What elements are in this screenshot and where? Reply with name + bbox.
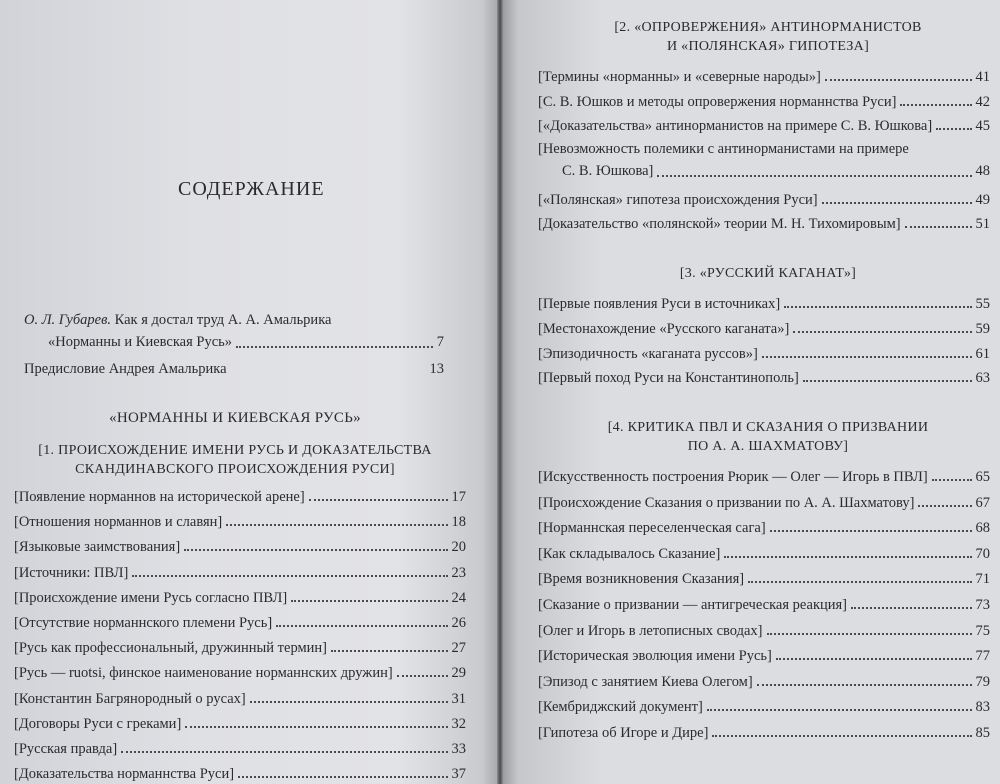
toc-entry: [538, 541, 990, 563]
section-4-heading-line2: ПО А. А. ШАХМАТОВУ]: [687, 439, 849, 454]
entry-title: [Кембриджский документ]: [538, 699, 703, 716]
leader-dots: [900, 104, 971, 106]
contents-title: СОДЕРЖАНИЕ: [178, 178, 325, 200]
toc-entry: [14, 560, 466, 582]
page-number: 65: [975, 469, 990, 485]
section-4-heading-line1: [4. КРИТИКА ПВЛ И СКАЗАНИЯ О ПРИЗВАНИИ: [607, 420, 929, 435]
entry-title: [Искусственность построения Рюрик — Олег — Игорь в ПВЛ]: [538, 469, 928, 485]
page-number: 59: [975, 320, 990, 337]
page-number: 20: [451, 539, 466, 556]
right-page: [503, 0, 1000, 784]
entry-title: [«Доказательства» антинорманистов на примере С. В. Юшкова]: [538, 118, 933, 134]
entry-title: [Доказательство «полянской» теории М. Н. Тихомировым]: [538, 216, 901, 232]
entry-title: [Первый поход Руси на Константинополь]: [538, 370, 799, 387]
toc-entry: [538, 592, 990, 614]
section-2-heading-line2: И «ПОЛЯНСКАЯ» ГИПОТЕЗА]: [666, 39, 870, 54]
toc-entry: [538, 341, 990, 363]
page-number: 45: [975, 118, 990, 134]
section-2-heading: [548, 18, 988, 56]
leader-dots: [770, 530, 972, 532]
leader-dots: [905, 226, 972, 228]
page-number: 68: [975, 520, 990, 537]
entry-title: [Термины «норманны» и «северные народы»]: [538, 69, 821, 85]
toc-entry: [14, 686, 466, 708]
page-number: 63: [975, 370, 990, 387]
section-1-heading: [0, 441, 470, 479]
leader-dots: [397, 675, 448, 677]
section-4-heading: [548, 418, 988, 456]
entry-title: [Олег и Игорь в летописных сводах]: [538, 622, 763, 639]
section-1-heading-line1: [1. ПРОИСХОЖДЕНИЕ ИМЕНИ РУСЬ И ДОКАЗАТЕЛЬСТВА: [38, 443, 432, 458]
leader-dots: [331, 650, 447, 652]
toc-entry: [538, 211, 990, 233]
entry-title: [С. В. Юшков и методы опровержения норманнства Руси]: [538, 93, 897, 110]
page-number: 29: [451, 665, 466, 682]
entry-title: [Эпизод с занятием Киева Олегом]: [538, 673, 753, 690]
toc-entry: [14, 660, 466, 682]
page-number: 83: [975, 699, 990, 716]
page-number: 13: [429, 361, 444, 377]
toc-entry-intro-gubarev: [24, 309, 444, 353]
page-number: 75: [975, 622, 990, 639]
entry-title: [Происхождение Сказания о призвании по А. А. Шахматову]: [538, 494, 915, 511]
entry-title: [Сказание о призвании — антигреческая реакция]: [538, 597, 848, 613]
entry-title: [«Полянская» гипотеза происхождения Руси]: [538, 191, 818, 208]
toc-entry: [14, 610, 466, 632]
page-number: 17: [451, 489, 466, 505]
entry-title: [Константин Багрянородный о русах]: [14, 690, 246, 707]
leader-dots: [185, 726, 447, 728]
toc-entry: [538, 464, 990, 486]
toc-entry: [14, 585, 466, 607]
toc-entry: [14, 509, 466, 531]
toc-entry-preface: [24, 356, 444, 378]
leader-dots: [776, 658, 972, 660]
leader-dots: [276, 625, 447, 627]
page-number: 48: [975, 162, 990, 179]
page-number: 85: [975, 725, 990, 741]
entry-title: [Доказательства норманнства Руси]: [14, 766, 235, 783]
entry-title: [Русь — ruotsi, финское наименование норманнских дружин]: [14, 665, 393, 682]
leader-dots: [757, 684, 972, 686]
leader-dots: [918, 505, 971, 507]
page-number: 26: [451, 615, 466, 631]
entry-title: [Отсутствие норманнского племени Русь]: [14, 615, 273, 631]
entry-title: [Русская правда]: [14, 741, 118, 757]
author-name: О. Л. Губарев.: [24, 312, 111, 328]
page-number: 71: [975, 571, 990, 588]
leader-dots: [748, 581, 971, 583]
toc-entry: [14, 534, 466, 556]
leader-dots: [822, 202, 972, 204]
entry-title: [Первые появления Руси в источниках]: [538, 296, 781, 312]
leader-dots: [657, 175, 971, 177]
toc-entry: [14, 484, 466, 506]
page-number: 24: [451, 589, 466, 606]
leader-dots: [132, 575, 447, 577]
entry-title: [Источники: ПВЛ]: [14, 564, 129, 581]
page-number: 37: [451, 766, 466, 783]
leader-dots: [250, 701, 448, 703]
entry-title: [Появление норманнов на исторической арене]: [14, 489, 305, 505]
toc-entry: [538, 566, 990, 588]
entry-title: [Историческая эволюция имени Русь]: [538, 648, 772, 665]
page-number: 7: [436, 334, 444, 350]
toc-entry: [538, 89, 990, 111]
section-1-heading-line2: СКАНДИНАВСКОГО ПРОИСХОЖДЕНИЯ РУСИ]: [75, 462, 395, 477]
entry-title: [Языковые заимствования]: [14, 539, 181, 556]
page-number: 55: [975, 296, 990, 312]
toc-entry: [14, 635, 466, 657]
toc-entry: [538, 64, 990, 86]
leader-dots: [825, 79, 972, 81]
entry-title: [Отношения норманнов и славян]: [14, 514, 223, 531]
toc-entry: [538, 365, 990, 387]
leader-dots: [121, 751, 447, 753]
toc-entry: [538, 720, 990, 742]
toc-entry: [14, 761, 466, 783]
page-number: 73: [975, 597, 990, 613]
page-number: 41: [975, 69, 990, 85]
entry-title: [Русь как профессиональный, дружинный термин]: [14, 640, 328, 657]
leader-dots: [226, 524, 447, 526]
entry-title-line1: Как я достал труд А. А. Амальрика: [111, 312, 332, 328]
leader-dots: [236, 346, 433, 348]
leader-dots: [762, 356, 972, 358]
book-title: «НОРМАННЫ И КИЕВСКАЯ РУСЬ»: [109, 410, 361, 426]
page-number: 51: [975, 216, 990, 232]
entry-title: [Время возникновения Сказания]: [538, 571, 745, 588]
page-number: 49: [975, 191, 990, 208]
toc-entry: [538, 291, 990, 313]
entry-title-line2: С. В. Юшкова]: [562, 162, 654, 179]
page-number: 31: [451, 690, 466, 707]
leader-dots: [803, 380, 972, 382]
toc-entry: [538, 669, 990, 691]
page-number: 27: [451, 640, 466, 657]
toc-entry: [538, 187, 990, 209]
leader-dots: [767, 633, 972, 635]
page-number: 18: [451, 514, 466, 531]
toc-entry: [538, 490, 990, 512]
toc-entry: [14, 736, 466, 758]
page-number: 61: [975, 345, 990, 362]
page-number: 77: [975, 648, 990, 665]
entry-title: [Норманнская переселенческая сага]: [538, 520, 766, 537]
entry-title: Предисловие Андрея Амальрика: [24, 361, 227, 377]
page-number: 79: [975, 673, 990, 690]
leader-dots: [707, 709, 972, 711]
leader-dots: [784, 306, 971, 308]
entry-title: [Местонахождение «Русского каганата»]: [538, 320, 790, 337]
toc-entry: [538, 138, 990, 182]
leader-dots: [936, 128, 971, 130]
leader-dots: [184, 549, 447, 551]
leader-dots: [851, 607, 971, 609]
section-2-heading-line1: [2. «ОПРОВЕРЖЕНИЯ» АНТИНОРМАНИСТОВ: [614, 20, 922, 35]
entry-title-line2-row: [538, 160, 990, 182]
entry-title-line2: «Норманны и Киевская Русь»: [48, 334, 233, 350]
toc-entry: [538, 618, 990, 640]
page-number: 42: [975, 93, 990, 110]
leader-dots: [793, 331, 971, 333]
toc-entry: [538, 643, 990, 665]
entry-title-line1: [Невозможность полемики с антинорманистами на примере: [538, 140, 909, 157]
left-page: [0, 0, 497, 784]
leader-space: [231, 371, 426, 373]
leader-dots: [309, 499, 448, 501]
entry-title: [Гипотеза об Игоре и Дире]: [538, 725, 709, 741]
leader-dots: [238, 776, 447, 778]
toc-entry: [538, 515, 990, 537]
page-number: 23: [451, 564, 466, 581]
toc-entry: [538, 316, 990, 338]
page-number: 33: [451, 741, 466, 757]
toc-entry: [538, 694, 990, 716]
entry-title: [Как складывалось Сказание]: [538, 545, 721, 562]
leader-dots: [712, 735, 971, 737]
leader-dots: [724, 556, 971, 558]
page-number: 32: [451, 715, 466, 732]
entry-title: [Происхождение имени Русь согласно ПВЛ]: [14, 589, 288, 606]
toc-entry: [538, 113, 990, 135]
toc-entry: [14, 711, 466, 733]
page-number: 70: [975, 545, 990, 562]
entry-title: [Эпизодичность «каганата руссов»]: [538, 345, 758, 362]
leader-dots: [932, 479, 972, 481]
page-number: 67: [975, 494, 990, 511]
leader-dots: [291, 600, 447, 602]
entry-title: [Договоры Руси с греками]: [14, 715, 182, 732]
section-3-heading: [3. «РУССКИЙ КАГАНАТ»]: [679, 266, 857, 281]
